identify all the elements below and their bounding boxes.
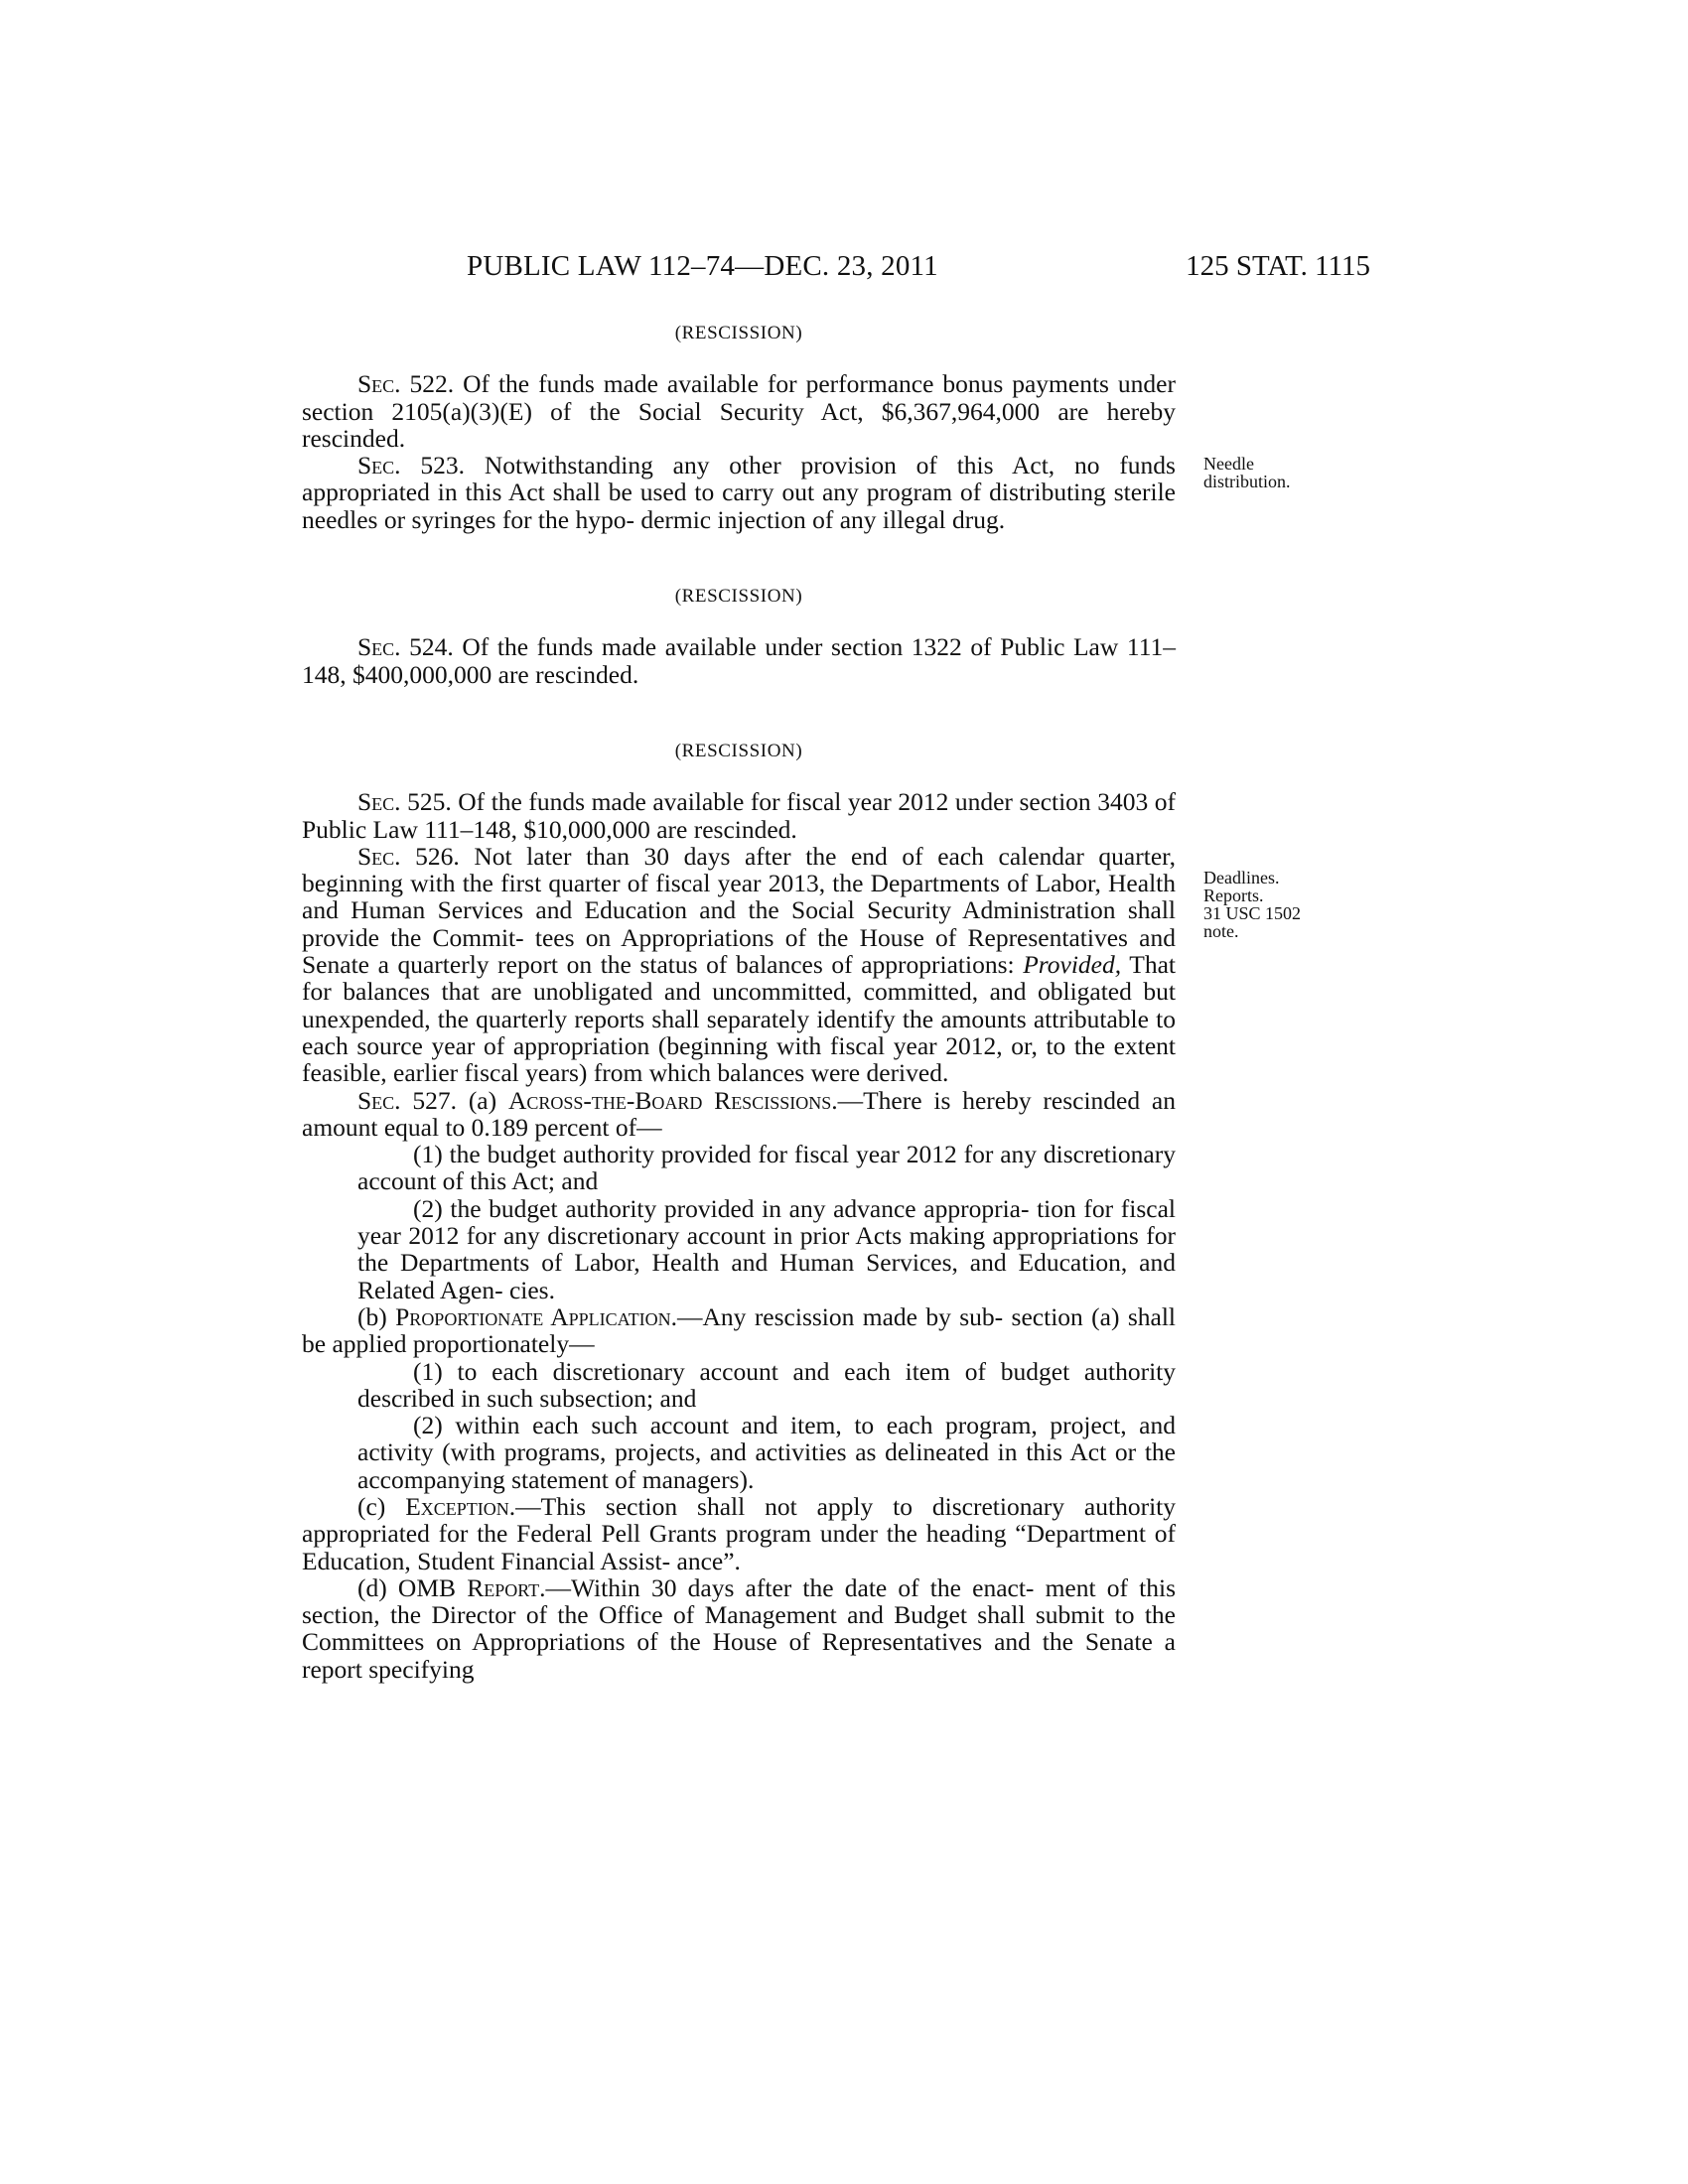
margin-note-line: distribution.: [1203, 472, 1291, 491]
rescission-heading: (RESCISSION): [674, 323, 803, 343]
rescission-heading: (RESCISSION): [674, 586, 803, 608]
section-527-a-1: (1) the budget authority provided for fiscal year 2012 for any discretionary account of this Act; and: [357, 1140, 1176, 1196]
running-head: PUBLIC LAW 112–74—DEC. 23, 2011: [467, 250, 938, 282]
section-527-b-2: (2) within each such account and item, to each program, project, and activity (with programs, projects, and activities as delineated in this Act or the accompanying statement of managers).: [357, 1411, 1176, 1494]
section-522: Sec. 522. Of the funds made available for performance bonus payments under section 2105(a)(3)(E) of the Social Security Act, $6,367,964,000 are hereby rescinded.: [302, 369, 1176, 453]
section-527-c: (c) Exception.—This section shall not apply to discretionary authority appropriated for the Federal Pell Grants program under the heading “Department of Education, Student Financial Assist- ance”.: [302, 1491, 1176, 1575]
section-527-a-2: (2) the budget authority provided in any advance appropria- tion for fiscal year 2012 for any discretionary account in prior Acts making appropriations for the Departments of Labor, Health and Human Services, and Education, and Related Agen- cies.: [357, 1193, 1176, 1304]
section-525: Sec. 525. Of the funds made available for fiscal year 2012 under section 3403 of Public Law 111–148, $10,000,000 are rescinded.: [302, 787, 1176, 844]
section-524: Sec. 524. Of the funds made available under section 1322 of Public Law 111–148, $400,000,000 are rescinded.: [302, 632, 1176, 689]
margin-note-line: Deadlines.: [1203, 868, 1280, 887]
margin-note-line: 31 USC 1502: [1203, 903, 1302, 923]
section-526: Sec. 526. Not later than 30 days after the end of each calendar quarter, beginning with the first quarter of fiscal year 2013, the Departments of Labor, Health and Human Services and Education and the Social Security Administration shall provide the Commit- tees on Appropriations of the House of Representatives and Senate a quarterly report on the status of balances of appropriations: Provided, That for balances that are unobligated and uncommitted, committed, and obligated but unexpended, the quarterly reports shall separately identify the amounts attributable to each source year of appropriation (beginning with fiscal year 2012, or, to the extent feasible, earlier fiscal years) from which balances were derived.: [302, 841, 1176, 1088]
section-527-b: (b) Proportionate Application.—Any rescission made by sub- section (a) shall be applied proportionately—: [302, 1301, 1177, 1359]
margin-note-deadlines: [1203, 869, 1301, 940]
section-527-b-1: (1) to each discretionary account and each item of budget authority described in such subsection; and: [357, 1356, 1176, 1413]
section-527-d: (d) OMB Report.—Within 30 days after the date of the enact- ment of this section, the Director of the Office of Management and Budget shall submit to the Committees on Appropriations of the House of Representatives and the Senate a report specifying: [302, 1572, 1176, 1684]
margin-note-line: Reports.: [1203, 886, 1264, 905]
rescission-heading: (RESCISSION): [674, 740, 803, 761]
section-523: Sec. 523. Notwithstanding any other provision of this Act, no funds appropriated in this Act shall be used to carry out any program of distributing sterile needles or syringes for the hypo- dermic injection of any illegal drug.: [302, 451, 1176, 534]
page-folio: 125 STAT. 1115: [1186, 250, 1370, 282]
page-header: [298, 250, 1370, 290]
margin-note-needle: [1203, 455, 1291, 490]
margin-note-line: note.: [1203, 921, 1239, 941]
section-527-a: Sec. 527. (a) Across-the-Board Rescissions.—There is hereby rescinded an amount equal to 0.189 percent of—: [302, 1085, 1176, 1142]
body-text: [302, 320, 1176, 1683]
margin-note-line: Needle: [1203, 454, 1254, 474]
